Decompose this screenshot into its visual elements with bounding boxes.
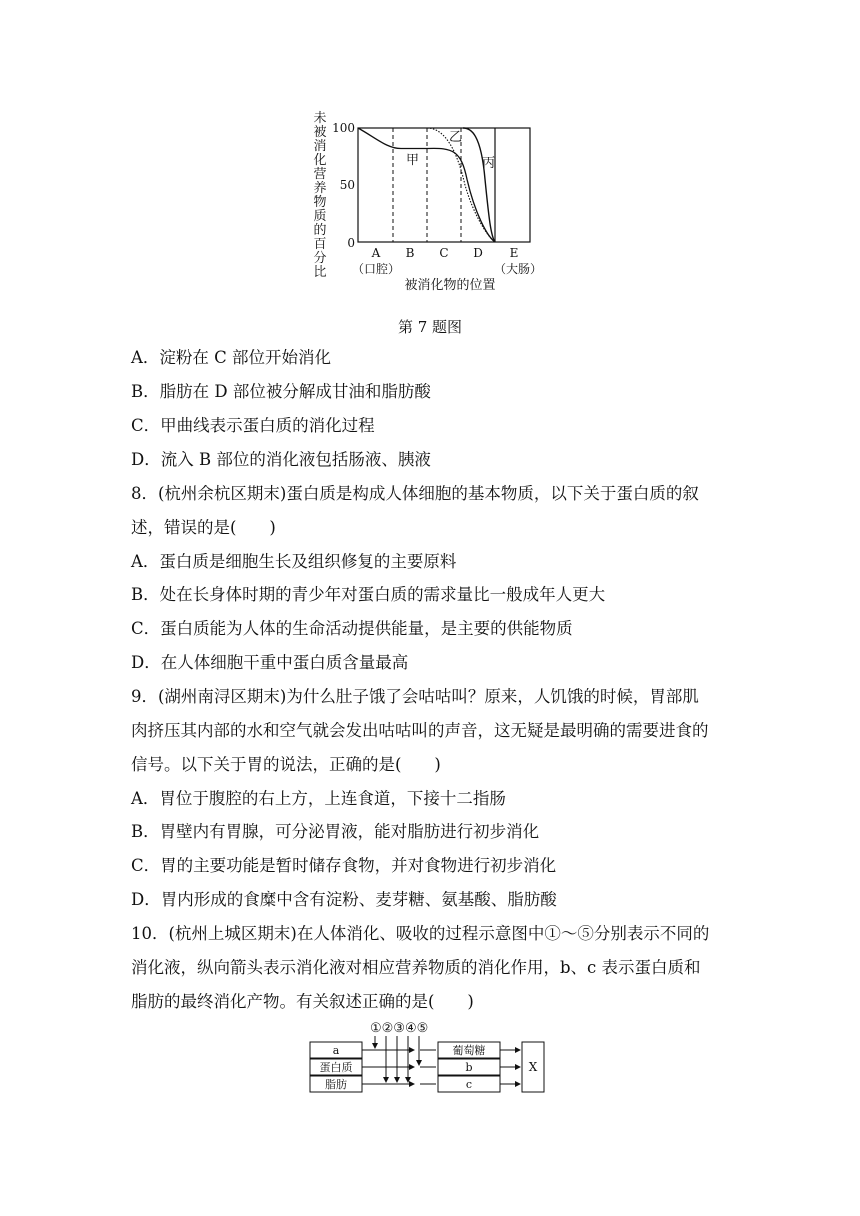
q8-option-d: D．在人体细胞干重中蛋白质含量最高: [131, 653, 409, 672]
right-label-c: c: [465, 1078, 473, 1091]
figure7-caption: 第 7 题图: [397, 318, 463, 336]
right-label-glucose: 葡萄糖: [452, 1044, 486, 1057]
q9-stem-line1: 9．(湖州南浔区期末)为什么肚子饿了会咕咕叫？原来，人饥饿的时候，胃部肌: [131, 687, 699, 706]
q9-stem-line3: 信号。以下关于胃的说法，正确的是( ): [131, 755, 441, 774]
q10-digestion-diagram: [300, 1018, 560, 1102]
q8-option-c: C．蛋白质能为人体的生命活动提供能量，是主要的供能物质: [131, 619, 573, 638]
xtick-d: D: [473, 246, 483, 260]
left-label-fat: 脂肪: [325, 1078, 347, 1091]
q7-option-a: A．淀粉在 C 部位开始消化: [131, 348, 332, 367]
xtick-b: B: [405, 246, 415, 260]
xtick-a: A: [371, 246, 381, 260]
y-axis-label: 未被消化营养物质的百分比: [313, 111, 327, 280]
left-label-protein: 蛋白质: [319, 1061, 353, 1074]
x-sub-right: （大肠）: [493, 262, 543, 276]
digestive-juice-numbers: ①②③④⑤: [370, 1021, 429, 1036]
ytick-100: 100: [332, 121, 355, 135]
q8-option-b: B．处在长身体时期的青少年对蛋白质的需求量比一般成年人更大: [131, 585, 606, 604]
q7-option-c: C．甲曲线表示蛋白质的消化过程: [131, 416, 375, 435]
q9-option-b: B．胃壁内有胃腺，可分泌胃液，能对脂肪进行初步消化: [131, 822, 540, 841]
x-axis-label: 被消化物的位置: [404, 278, 496, 293]
plot-frame: [358, 128, 530, 242]
xtick-e: E: [509, 246, 519, 260]
q7-option-d: D．流入 B 部位的消化液包括肠液、胰液: [131, 450, 431, 469]
q7-option-b: B．脂肪在 D 部位被分解成甘油和脂肪酸: [131, 382, 431, 401]
sink-label-x: X: [528, 1060, 538, 1074]
ytick-0: 0: [347, 236, 355, 250]
xtick-c: C: [439, 246, 449, 260]
q8-stem-line1: 8．(杭州余杭区期末)蛋白质是构成人体细胞的基本物质，以下关于蛋白质的叙: [131, 484, 699, 503]
flow-lines: [362, 1050, 414, 1084]
q10-stem-line3: 脂肪的最终消化产物。有关叙述正确的是( ): [131, 992, 474, 1011]
q10-stem-line2: 消化液，纵向箭头表示消化液对相应营养物质的消化作用，b、c 表示蛋白质和: [131, 958, 701, 977]
q8-stem-line2: 述，错误的是( ): [131, 518, 276, 537]
q9-option-c: C．胃的主要功能是暂时储存食物，并对食物进行初步消化: [131, 856, 557, 875]
left-label-a: a: [332, 1044, 340, 1057]
curve-label-jia: 甲: [406, 153, 420, 168]
q9-option-a: A．胃位于腹腔的右上方，上连食道，下接十二指肠: [131, 789, 506, 808]
q9-option-d: D．胃内形成的食糜中含有淀粉、麦芽糖、氨基酸、脂肪酸: [131, 890, 557, 909]
figure7-chart: [330, 112, 560, 302]
digestion-arrows: [375, 1036, 419, 1082]
q9-stem-line2: 肉挤压其内部的水和空气就会发出咕咕叫的声音，这无疑是最明确的需要进食的: [131, 721, 709, 740]
right-label-b: b: [465, 1061, 473, 1074]
x-sub-left: （口腔）: [351, 262, 401, 276]
q10-stem-line1: 10．(杭州上城区期末)在人体消化、吸收的过程示意图中①～⑤分别表示不同的: [131, 924, 710, 943]
curve-label-bing: 丙: [482, 156, 496, 171]
curve-label-yi: 乙: [449, 130, 463, 145]
ytick-50: 50: [339, 178, 355, 192]
q8-option-a: A．蛋白质是细胞生长及组织修复的主要原料: [131, 552, 457, 571]
